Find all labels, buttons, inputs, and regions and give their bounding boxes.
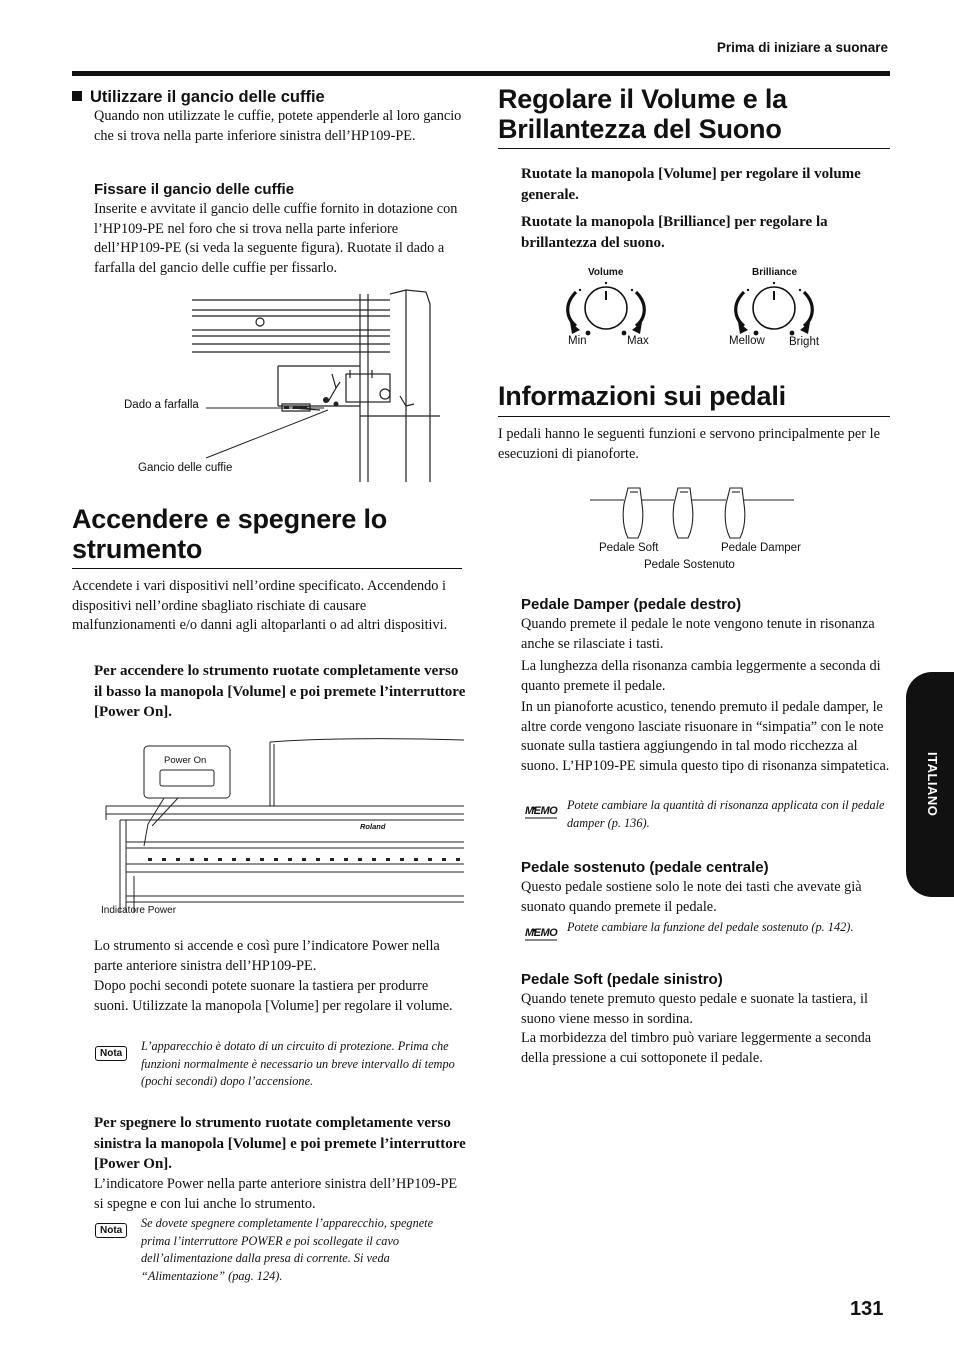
power-on-instruction: Per accendere lo strumento ruotate completamente verso il basso la manopola [Volume] e poi premete l’interruttore [Power On]. xyxy=(94,663,466,720)
brilliance-instruction: Ruotate la manopola [Brilliance] per regolare la brillantezza del suono. xyxy=(521,214,828,251)
pedals-intro: I pedali hanno le seguenti funzioni e servono principalmente per le esecuzioni di pianoforte. xyxy=(498,426,880,462)
memo-icon-2: MEMO xyxy=(523,927,561,948)
hook-subtitle: Fissare il gancio delle cuffie xyxy=(94,181,295,198)
note-1: L’apparecchio è dotato di un circuito di protezione. Prima che funzioni normalmente è necessario un breve intervallo di tempo (pochi secondi) dopo l’accensione. xyxy=(141,1039,455,1089)
soft-pedal-icon xyxy=(623,488,643,538)
pedals-title-rule xyxy=(498,416,890,417)
note-2: Se dovete spegnere completamente l’apparecchio, spegnete prima l’interruttore POWER e poi scollegate il cavo dell’alimentazione dalla presa di corrente. Si veda “Alimentazione” (pag. 124). xyxy=(141,1216,434,1283)
volume-knob-label: Volume xyxy=(588,267,624,278)
hook-text: Inserite e avvitate il gancio delle cuffie fornito in dotazione con l’HP109-PE nel foro che si trova nella parte inferiore dell’HP109-PE (si veda la seguente figura). Ruotate il dado a farfalla del gancio delle cuffie per fissarlo. xyxy=(94,201,458,276)
soft-title: Pedale Soft (pedale sinistro) xyxy=(521,971,723,988)
power-on-text-2: Dopo pochi secondi potete suonare la tastiera per produrre suoni. Utilizzate la manopola [Volume] per regolare il volume. xyxy=(94,978,453,1014)
label-soft-pedal: Pedale Soft xyxy=(599,542,659,554)
power-off-instruction: Per spegnere lo strumento ruotate completamente verso sinistra la manopola [Volume] e poi premete l’interruttore [Power On]. xyxy=(94,1115,466,1172)
power-on-illustration xyxy=(100,736,464,912)
damper-pedal-icon xyxy=(725,488,745,538)
sostenuto-p1: Questo pedale sostiene solo le note dei tasti che avevate già suonato quando premete il pedale. xyxy=(521,879,862,915)
volume-title-rule xyxy=(498,148,890,149)
header-rule xyxy=(72,71,890,76)
note-badge-2: Nota xyxy=(95,1220,127,1238)
sostenuto-title: Pedale sostenuto (pedale centrale) xyxy=(521,859,769,876)
label-max: Max xyxy=(627,335,649,347)
brilliance-knob-icon xyxy=(736,287,813,329)
power-title-rule xyxy=(72,568,462,569)
power-section-title: Accendere e spegnere lo strumento xyxy=(72,504,388,564)
volume-section-title: Regolare il Volume e la Brillantezza del Suono xyxy=(498,84,787,144)
damper-title: Pedale Damper (pedale destro) xyxy=(521,596,742,613)
square-bullet-icon xyxy=(72,91,82,101)
label-wingnut: Dado a farfalla xyxy=(124,399,199,411)
label-min: Min xyxy=(568,335,587,347)
soft-p1: Quando tenete premuto questo pedale e suonate la tastiera, il suono viene messo in sordina. xyxy=(521,991,868,1027)
running-header: Prima di iniziare a suonare xyxy=(716,40,888,55)
label-mellow: Mellow xyxy=(729,335,765,347)
damper-p2: La lunghezza della risonanza cambia leggermente a seconda di quanto premete il pedale. xyxy=(521,658,881,694)
sostenuto-pedal-icon xyxy=(673,488,693,538)
power-intro: Accendete i vari dispositivi nell’ordine specificato. Accendendo i dispositivi nell’ordine sbagliato rischiate di causare malfunzionamenti e/o danni agli altoparlanti o ad altri dispositivi. xyxy=(72,578,448,634)
memo-icon: MEMO xyxy=(523,805,561,826)
damper-memo: Potete cambiare la quantità di risonanza applicata con il pedale damper (p. 136). xyxy=(567,798,885,830)
soft-p2: La morbidezza del timbro può variare leggermente a seconda della pressione a cui sottoponete il pedale. xyxy=(521,1030,872,1066)
pedals-section-title: Informazioni sui pedali xyxy=(498,381,786,411)
pedals-illustration xyxy=(588,484,798,544)
note-badge-1: Nota xyxy=(95,1043,127,1061)
damper-p3: In un pianoforte acustico, tenendo premuto il pedale damper, le altre corde vengono lasciate risuonare in “simpatia” con le note suonate sulla tastiera aggiungendo in tal modo ricchezza al suono. L’HP109-PE simula questo tipo di risonanza simpatetica. xyxy=(521,699,890,774)
sostenuto-memo: Potete cambiare la funzione del pedale sostenuto (p. 142). xyxy=(567,920,854,934)
power-on-text-1: Lo strumento si accende e così pure l’indicatore Power nella parte anteriore sinistra dell’HP109-PE. xyxy=(94,938,440,974)
volume-instruction: Ruotate la manopola [Volume] per regolare il volume generale. xyxy=(521,166,861,203)
label-bright: Bright xyxy=(789,336,820,348)
side-tab-label: ITALIANO xyxy=(925,752,940,817)
label-power-on: Power On xyxy=(164,755,207,766)
power-off-text: L’indicatore Power nella parte anteriore sinistra dell’HP109-PE si spegne e con lui anche lo strumento. xyxy=(94,1176,458,1212)
label-damper-pedal: Pedale Damper xyxy=(721,542,801,554)
roland-logo: Roland xyxy=(360,822,386,831)
language-side-tab xyxy=(906,672,954,897)
label-hook: Gancio delle cuffie xyxy=(138,462,233,474)
knobs-illustration xyxy=(560,280,820,340)
label-sostenuto-pedal: Pedale Sostenuto xyxy=(644,559,735,571)
page-number: 131 xyxy=(850,1298,884,1320)
label-power-indicator: Indicatore Power xyxy=(101,905,177,916)
hook-section-title: Utilizzare il gancio delle cuffie xyxy=(72,88,325,107)
headphone-hook-illustration xyxy=(110,286,460,482)
hook-intro: Quando non utilizzate le cuffie, potete appenderle al loro gancio che si trova nella parte inferiore sinistra dell’HP109-PE. xyxy=(94,108,462,144)
damper-p1: Quando premete il pedale le note vengono tenute in risonanza anche se rilasciate i tasti. xyxy=(521,616,875,652)
brilliance-knob-label: Brilliance xyxy=(752,267,798,278)
volume-knob-icon xyxy=(568,287,645,329)
